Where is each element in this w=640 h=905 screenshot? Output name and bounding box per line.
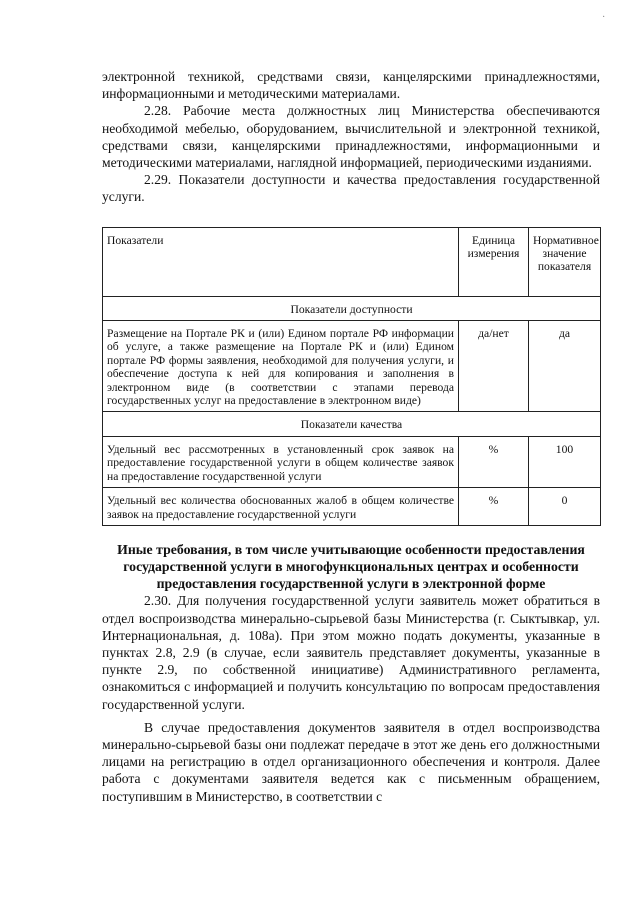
table-row <box>103 321 601 412</box>
row-quality-1-value: 100 <box>529 436 601 487</box>
row-quality-2-text: Удельный вес количества обоснованных жалоб в общем количестве заявок на предоставление государственной услуги <box>103 488 459 526</box>
header-norm-value: Нормативное значение показателя <box>529 227 601 296</box>
row-quality-2-unit: % <box>459 488 529 526</box>
row-availability-value: да <box>529 321 601 412</box>
header-unit: Единица измерения <box>459 227 529 296</box>
header-indicators: Показатели <box>103 227 459 296</box>
paragraph-2-30: 2.30. Для получения государственной услуги заявитель может обратиться в отдел воспроизводства минерально-сырьевой базы Министерства (г. Сыктывкар, ул. Интернациональная, д. 108а). При этом можно подать документы, указанные в пунктах 2.8, 2.9 (в случае, если заявитель представляет документы, указанные в пункте 2.9, по собственной инициативе) Административного регламента, ознакомиться с информацией и получить консультацию по вопросам предоставления государственной услуги. <box>102 593 600 712</box>
paragraph-2-29: 2.29. Показатели доступности и качества предоставления государственной услуги. <box>102 172 600 205</box>
table-row <box>103 488 601 526</box>
corner-mark: · <box>602 12 606 23</box>
row-quality-1-text: Удельный вес рассмотренных в установленный срок заявок на предоставление государственной услуги в общем количестве заявок на предоставление государственной услуги <box>103 436 459 487</box>
table-section-row <box>103 296 601 320</box>
row-availability-unit: да/нет <box>459 321 529 412</box>
row-availability-text: Размещение на Портале РК и (или) Едином портале РФ информации об услуге, а также размещение на Портале РК и (или) Едином портале РФ формы заявления, необходимой для получения услуги, и обеспечение доступа к ней для копирования и заполнения в электронном виде (в соответствии с этапами перевода государственных услуг на предоставление в электронном виде) <box>103 321 459 412</box>
section-availability: Показатели доступности <box>103 296 601 320</box>
table-section-row <box>103 412 601 436</box>
indicators-table <box>102 227 601 526</box>
paragraph-2-28: 2.28. Рабочие места должностных лиц Министерства обеспечиваются необходимой мебелью, оборудованием, вычислительной и электронной техникой, средствами связи, канцелярскими принадлежностями, информационными и методическими материалами, наглядной информацией, периодическими изданиями. <box>102 103 600 171</box>
paragraph-documents-transfer: В случае предоставления документов заявителя в отдел воспроизводства минерально-сырьевой базы они подлежат передаче в этот же день его должностными лицами на регистрацию в отдел организационного обеспечения и контроля. Далее работа с документами заявителя ведется как с письменным обращением, поступившим в Министерство, в соответствии с <box>102 719 600 804</box>
section-heading: Иные требования, в том числе учитывающие особенности предоставления государственной услуги в многофункциональных центрах и особенности предоставления государственной услуги в электронной форме <box>117 541 585 591</box>
table-header-row <box>103 227 601 296</box>
table-row <box>103 436 601 487</box>
row-quality-2-value: 0 <box>529 488 601 526</box>
document-page <box>102 68 600 805</box>
section-quality: Показатели качества <box>103 412 601 436</box>
paragraph-continuation: электронной техникой, средствами связи, канцелярскими принадлежностями, информационными и методическими материалами. <box>102 69 600 102</box>
row-quality-1-unit: % <box>459 436 529 487</box>
